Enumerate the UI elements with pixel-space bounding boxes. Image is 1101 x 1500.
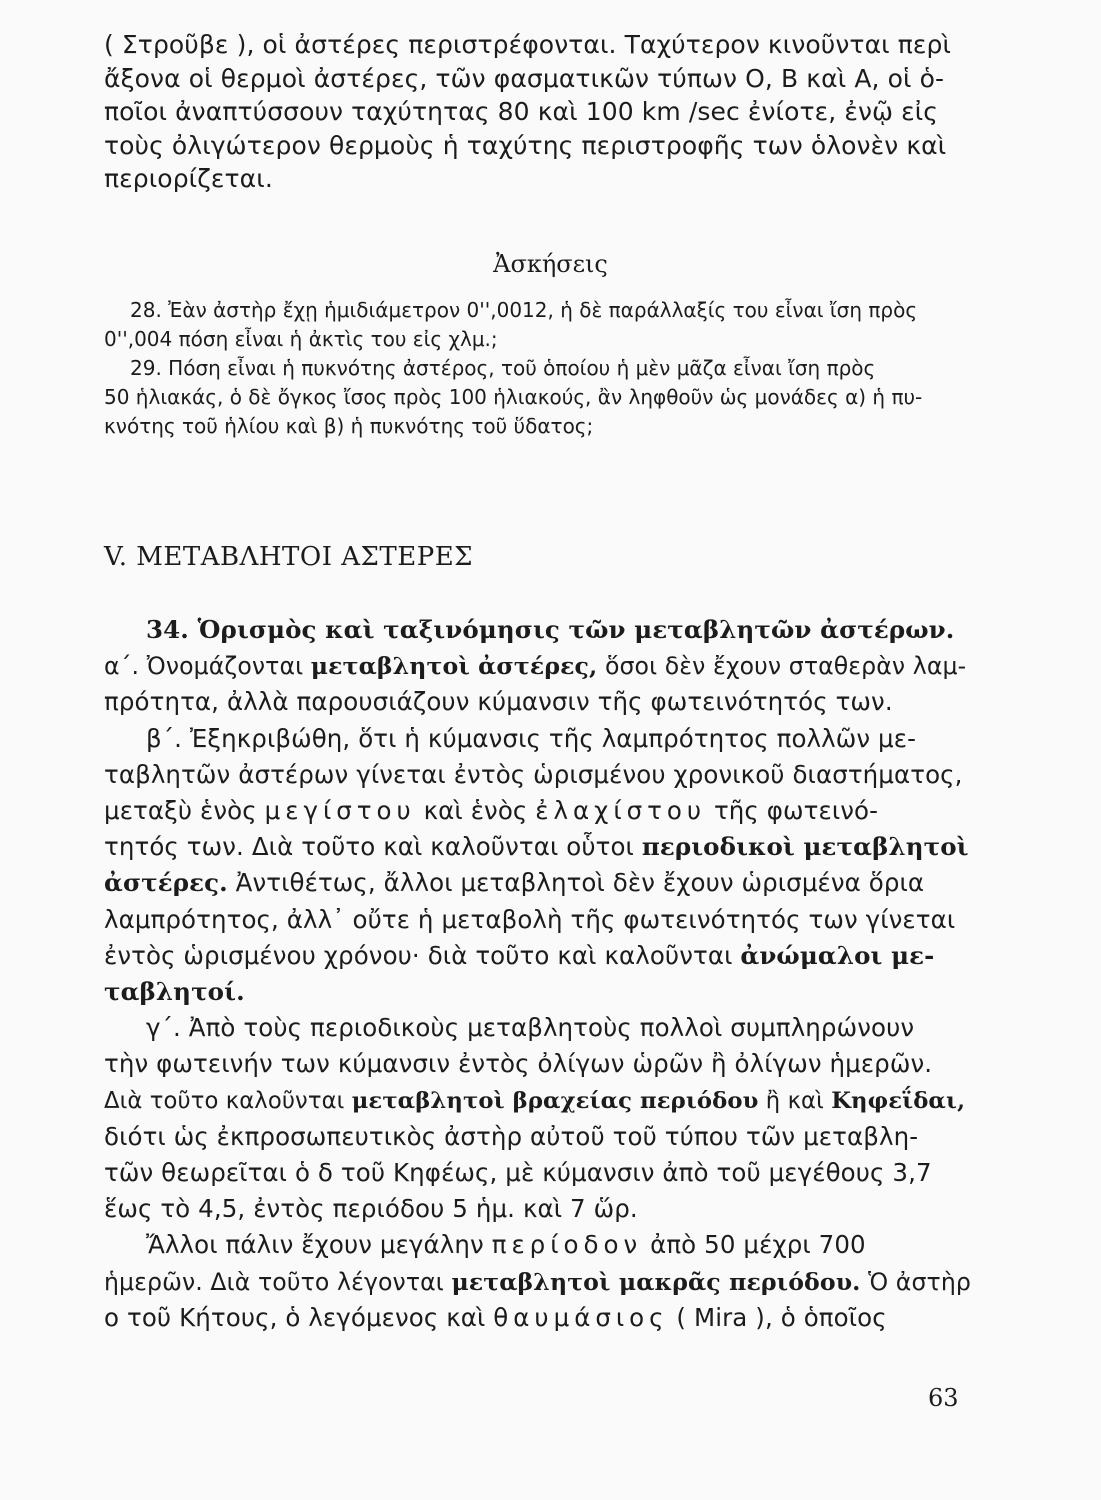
text-span: τῆς φωτεινό- — [706, 796, 879, 826]
text-line: ἕως τὸ 4,5, ἐντὸς περιόδου 5 ἡμ. καὶ 7 ὥρ. — [104, 1194, 638, 1224]
text-span: ἡμερῶν. Διὰ τοῦτο λέγονται — [104, 1267, 452, 1296]
text-span: ἀπὸ 50 μέχρι 700 — [642, 1230, 866, 1260]
section-subtitle: 34. Ὁρισμὸς καὶ ταξινόμησις τῶν μεταβλητῶν ἀστέρων. — [146, 615, 955, 644]
bold-term: Κηφεΐδαι, — [831, 1087, 966, 1114]
text-span: Ἄλλοι πάλιν ἔχουν μεγάλην — [146, 1230, 492, 1260]
text-line: τῶν θεωρεῖται ὁ δ τοῦ Κηφέως, μὲ κύμανσιν ἀπὸ τοῦ μεγέθους 3,7 — [104, 1158, 932, 1188]
text-line: ταβλητῶν ἀστέρων γίνεται ἐντὸς ὡρισμένου χρονικοῦ διαστήματος, — [104, 759, 963, 789]
text-line — [104, 793, 972, 829]
text-line: ἄξονα οἱ θερμοὶ ἀστέρες, τῶν φασματικῶν τύπων Ο, Β καὶ Α, οἱ ὁ- — [104, 63, 945, 93]
spaced-term: μεγίστου — [264, 796, 416, 826]
intro-paragraph — [104, 28, 966, 196]
bold-term: περιοδικοὶ μεταβλητοὶ — [641, 832, 969, 862]
text-line — [104, 1227, 972, 1263]
text-line — [104, 938, 972, 974]
text-line — [104, 1300, 972, 1336]
text-line — [104, 829, 972, 865]
text-line — [104, 1083, 972, 1119]
spaced-term: θαυμάσιος — [493, 1302, 669, 1332]
spaced-term: ἐλαχίστου — [535, 796, 707, 826]
bold-term: ἀστέρες. — [104, 868, 228, 898]
text-line: ταβλητοί. — [104, 977, 245, 1007]
text-line: τὴν φωτεινήν των κύμανσιν ἐντὸς ὀλίγων ὡρῶν ἢ ὀλίγων ἡμερῶν. — [104, 1049, 933, 1079]
section-title: V. ΜΕΤΑΒΛΗΤΟΙ ΑΣΤΕΡΕΣ — [104, 542, 474, 572]
exercises-heading: Ἀσκήσεις — [493, 250, 608, 278]
text-span: ( Mira ), ὁ ὁποῖος — [668, 1302, 887, 1332]
bold-term: ἀνώμαλοι με- — [740, 940, 935, 970]
text-span: ἢ καὶ — [758, 1087, 832, 1114]
text-line: περιορίζεται. — [104, 164, 273, 193]
text-line: ποῖοι ἀναπτύσσουν ταχύτητας 80 καὶ 100 km /sec ἐνίοτε, ἐνῷ εἰς — [104, 97, 939, 126]
bold-term: μεταβλητοὶ μακρᾶς περιόδου. — [451, 1267, 861, 1296]
exercise-line: 28. Ἐὰν ἀστὴρ ἔχῃ ἡμιδιάμετρον 0'',0012, ἡ δὲ παράλλαξίς του εἶναι ἴση πρὸς — [130, 298, 918, 322]
exercise-line: 50 ἡλιακάς, ὁ δὲ ὄγκος ἴσος πρὸς 100 ἡλιακούς, ἂν ληφθοῦν ὡς μονάδες α) ἡ πυ- — [104, 385, 923, 409]
text-span: ὅσοι δὲν ἔχουν σταθερὰν λαμ- — [597, 652, 967, 681]
text-span: ἐντὸς ὡρισμένου χρόνου· διὰ τοῦτο καὶ καλοῦνται — [104, 940, 741, 970]
text-span: Ἀντιθέτως, ἄλλοι μεταβλητοὶ δὲν ἔχουν ὡρισμένα ὅρια — [227, 868, 925, 898]
text-span: ο τοῦ Κήτους, ὁ λεγόμενος καὶ — [104, 1302, 494, 1332]
text-line — [104, 865, 972, 901]
text-span: τητός των. Διὰ τοῦτο καὶ καλοῦνται οὗτοι — [104, 832, 642, 862]
text-line: λαμπρότητος, ἀλλ᾽ οὔτε ἡ μεταβολὴ τῆς φωτεινότητός των γίνεται — [104, 904, 956, 934]
text-span: καὶ ἑνὸς — [415, 796, 536, 826]
exercise-line: 0'',004 πόση εἶναι ἡ ἀκτὶς του εἰς χλμ.; — [104, 327, 498, 351]
text-span: Ὁ ἀστὴρ — [860, 1267, 971, 1296]
spaced-term: περίοδον — [491, 1230, 643, 1260]
section-body — [104, 612, 972, 1336]
text-span: μεταξὺ ἑνὸς — [104, 796, 265, 826]
text-line: διότι ὡς ἐκπροσωπευτικὸς ἀστὴρ αὐτοῦ τοῦ τύπου τῶν μεταβλη- — [104, 1121, 919, 1151]
text-line: ( Στροῦβε ), οἱ ἀστέρες περιστρέφονται. Ταχύτερον κινοῦνται περὶ — [104, 30, 952, 59]
text-span: α΄. Ὀνομάζονται — [104, 652, 311, 681]
text-line — [104, 1264, 972, 1300]
exercises-list — [104, 296, 984, 441]
text-line: β΄. Ἐξηκριβώθη, ὅτι ἡ κύμανσις τῆς λαμπρότητος πολλῶν με- — [146, 723, 917, 753]
text-line: τοὺς ὀλιγώτερον θερμοὺς ἡ ταχύτης περιστροφῆς των ὁλονὲν καὶ — [104, 130, 947, 160]
bold-term: μεταβλητοὶ βραχείας περιόδου — [351, 1087, 759, 1114]
page-number: 63 — [928, 1384, 959, 1412]
exercise-line: 29. Πόση εἶναι ἡ πυκνότης ἀστέρος, τοῦ ὁποίου ἡ μὲν μᾶζα εἶναι ἴση πρὸς — [130, 356, 876, 380]
text-line: γ΄. Ἀπὸ τοὺς περιοδικοὺς μεταβλητοὺς πολλοὶ συμπληρώνουν — [146, 1013, 915, 1043]
bold-term: μεταβλητοὶ ἀστέρες, — [310, 652, 598, 681]
exercise-line: κνότης τοῦ ἡλίου καὶ β) ἡ πυκνότης τοῦ ὕδατος; — [104, 414, 594, 438]
text-line — [104, 648, 972, 684]
text-span: Διὰ τοῦτο καλοῦνται — [104, 1087, 352, 1114]
text-line: πρότητα, ἀλλὰ παρουσιάζουν κύμανσιν τῆς φωτεινότητός των. — [104, 687, 893, 717]
